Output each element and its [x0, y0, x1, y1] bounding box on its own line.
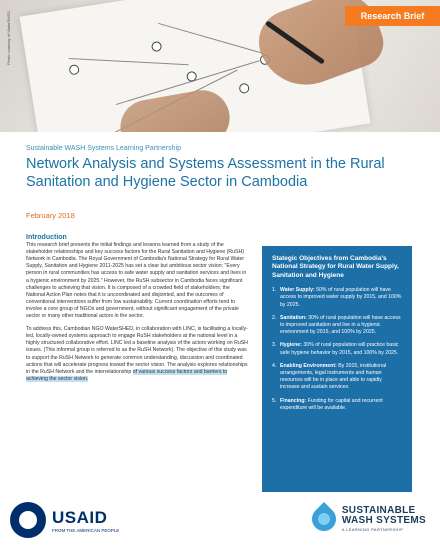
objectives-list	[272, 287, 402, 412]
intro-section	[26, 234, 248, 389]
objective-item: 5. Financing: Funding for capital and recurrent expenditure will be available.	[272, 397, 383, 411]
sws-tagline: A LEARNING PARTNERSHIP	[341, 528, 404, 532]
water-drop-icon	[307, 502, 341, 536]
intro-heading: Introduction	[26, 234, 67, 241]
sws-line-1: SUSTAINABLE	[341, 505, 416, 516]
highlighted-text[interactable]: of various success factors and barriers to achieving the sector vision.	[26, 368, 228, 382]
usaid-seal-icon	[10, 502, 46, 538]
usaid-tagline: FROM THE AMERICAN PEOPLE	[52, 527, 120, 533]
page-title: Network Analysis and Systems Assessment in the Rural Sanitation and Hygiene Sector in Cambodia	[26, 156, 385, 190]
program-name: Sustainable WASH Systems Learning Partnership	[26, 145, 181, 152]
objective-item: 1. Water Supply: 50% of rural population will have access to improved water supply by 2015, and 100% by 2025.	[272, 287, 402, 308]
objective-item: 4. Enabling Environment: By 2015, institutional arrangements, legal instruments and human resources will be in place and able to rapidly increase and sustain services.	[272, 362, 387, 391]
intro-paragraph-1: This research brief presents the initial findings and lessons learned from a study of the stakeholder relationships and key success factors for the Rural Sanitation and Hygiene (RuSH) Network in Cambodia. The Royal Government of Cambodia's National Strategy for Rural Water Supply, Sanitation and Hygiene 2011-2025 has set a clear but ambitious sector vision: "Every person in rural communities has access to safe water supply and sanitation services and lives in a hygienic environment by 2025." However, the RuSH subsector in Cambodia faces significant challenges to achieving that vision. It is composed of a crowded field of stakeholders; the National Action Plan notes that it is uncoordinated and disjointed, and the outcomes of conventional interventions suffer from low sustainability. Current coordination efforts tend to involve a core group of NGOs and government, without significant engagement of the private sector or many other traditional actors in the sector.	[26, 242, 247, 320]
usaid-logo	[10, 502, 119, 538]
objectives-heading: Stategic Objectives from Cambodia's National Strategy for Rural Water Supply, Sanitation and Hygiene	[272, 255, 399, 279]
sws-line-2: WASH SYSTEMS	[341, 515, 426, 526]
intro-paragraph-2-text: To address this, Cambodian NGO WaterSHED, in collaboration with LINC, is facilitating a locally-led, locally-owned systems approach to engage RuSH stakeholders at the national level in a highly structured collaborative effort. LINC led a baseline analysis of the actors working on RuSH issues. (This informal group is referred to as the RuSH Network). The objective of this study was to support the RuSH Network to generate common understanding, discussion and coordinated actions that will accelerate progress toward the sector vision. The analysis explores relationships in the RuSH Network and the interrelationship	[26, 326, 248, 375]
intro-paragraph-2	[26, 326, 248, 383]
objective-item: 2. Sanitation: 30% of rural population will have access to improved sanitation and live in a hygienic environment by 2015, and 100% by 2025.	[272, 314, 401, 336]
objective-item: 3. Hygiene: 30% of rural population will practice basic safe hygiene behavior by 2015, and 100% by 2025.	[272, 342, 399, 356]
photo-credit: Photo courtesy of WaterSHED	[6, 11, 11, 65]
research-brief-badge: Research Brief	[345, 6, 440, 26]
strategic-objectives-box	[262, 246, 412, 492]
usaid-wordmark: USAID	[52, 507, 108, 527]
sws-logo	[312, 506, 426, 532]
publication-date: February 2018	[26, 211, 75, 220]
footer	[0, 500, 440, 550]
